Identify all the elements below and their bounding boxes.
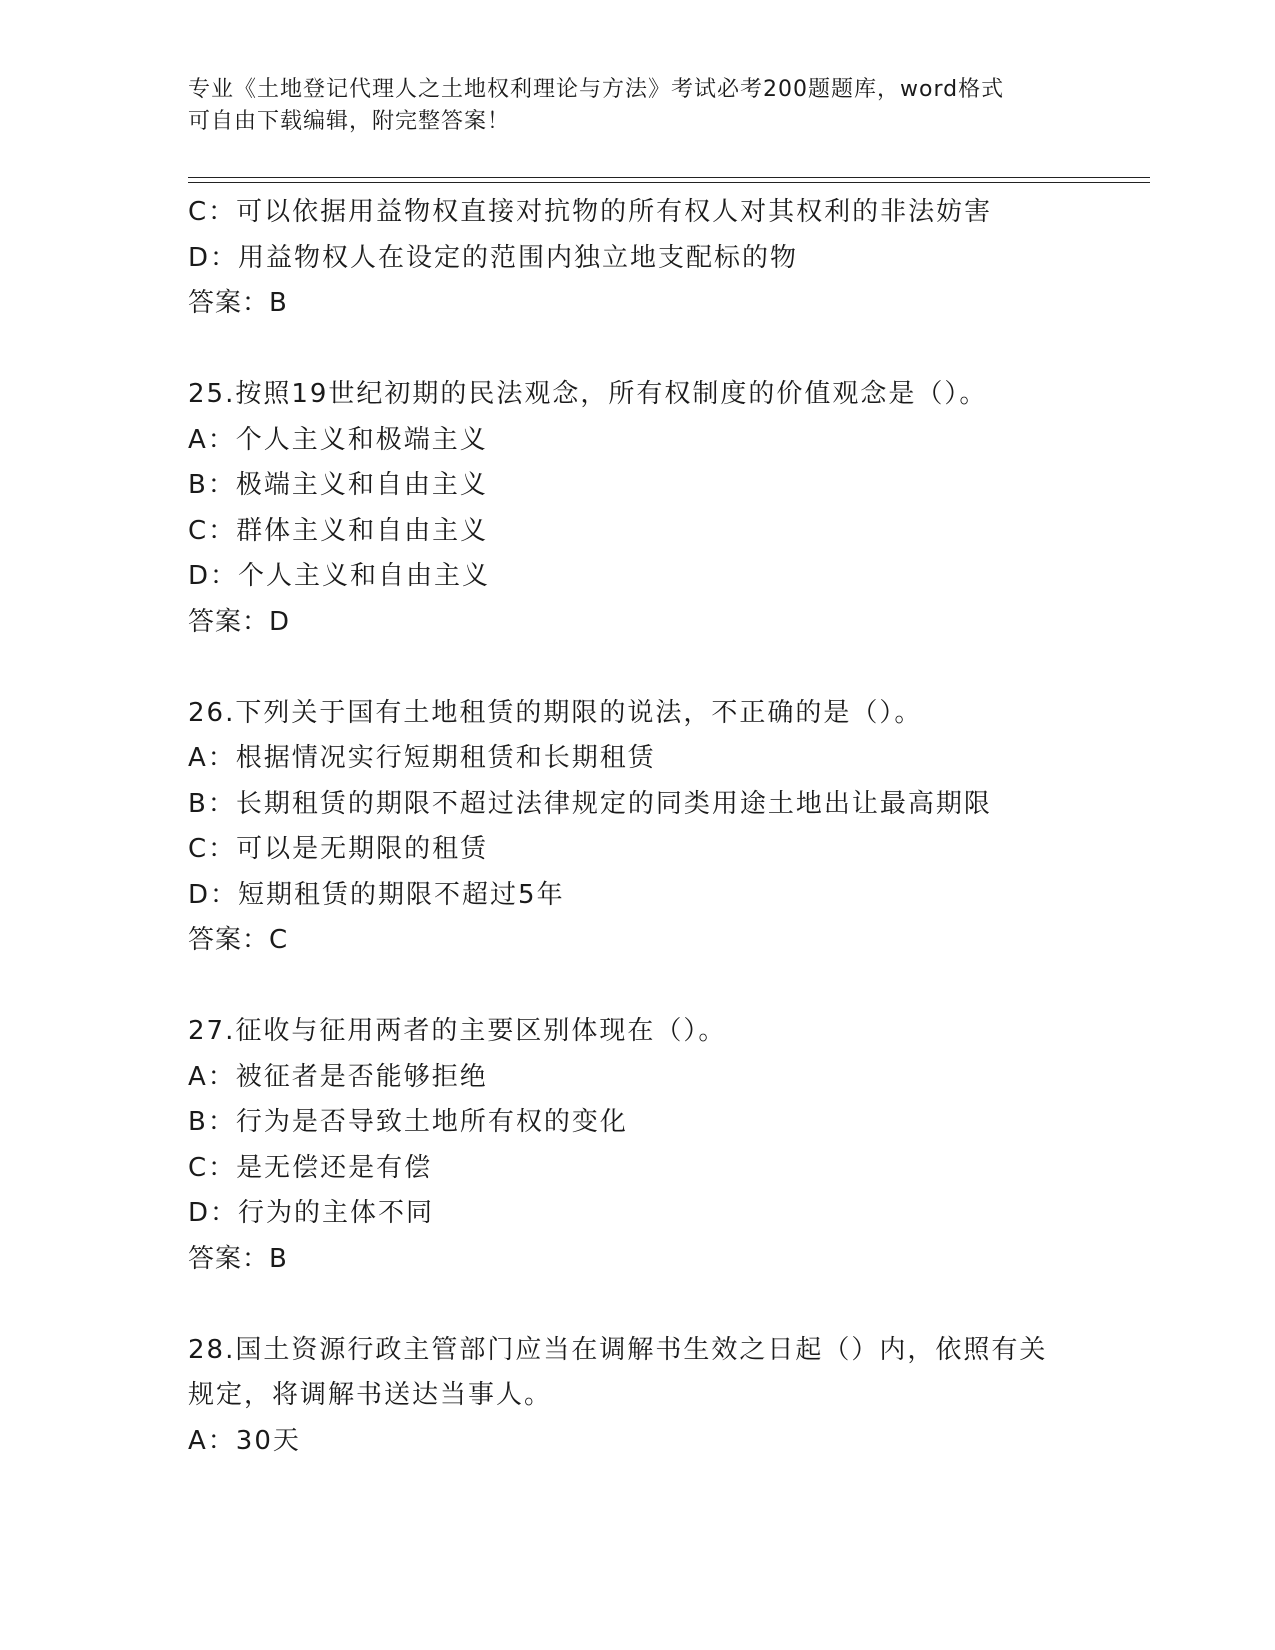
option-c: C：是无偿还是有偿: [188, 1152, 433, 1183]
option-c: C：可以是无期限的租赁: [188, 834, 489, 864]
option-b: B：长期租赁的期限不超过法律规定的同类用途土地出让最高期限: [188, 788, 992, 819]
question-block-27: [188, 1009, 1088, 1282]
option-c: C：群体主义和自由主义: [188, 515, 489, 546]
option-d: D：行为的主体不同: [188, 1198, 435, 1228]
answer: 答案：B: [188, 288, 288, 318]
question-block-26: [188, 691, 1088, 964]
header-title-line2: 可自由下载编辑，附完整答案！: [188, 109, 511, 134]
header-divider: [188, 177, 1150, 178]
answer: 答案：C: [188, 925, 289, 955]
answer: 答案：B: [188, 1243, 288, 1274]
option-a: A：被征者是否能够拒绝: [188, 1061, 488, 1092]
question-stem: 25.按照19世纪初期的民法观念，所有权制度的价值观念是（）。: [188, 379, 988, 409]
question-block-28: [188, 1328, 1088, 1465]
option-b: B：行为是否导致土地所有权的变化: [188, 1107, 628, 1137]
question-block-previous: [188, 190, 1088, 327]
page-header: [188, 74, 1088, 138]
option-d: D：用益物权人在设定的范围内独立地支配标的物: [188, 242, 799, 273]
question-stem-line1: 28.国土资源行政主管部门应当在调解书生效之日起（）内，依照有关: [188, 1334, 1048, 1365]
header-divider-second: [188, 182, 1150, 183]
answer: 答案：D: [188, 606, 291, 637]
question-stem: 27.征收与征用两者的主要区别体现在（）。: [188, 1016, 727, 1046]
option-a: A：个人主义和极端主义: [188, 424, 488, 455]
question-block-25: [188, 372, 1088, 645]
question-stem: 26.下列关于国有土地租赁的期限的说法，不正确的是（）。: [188, 697, 923, 728]
option-c: C：可以依据用益物权直接对抗物的所有权人对其权利的非法妨害: [188, 197, 993, 227]
header-title-line1: 专业《土地登记代理人之土地权利理论与方法》考试必考200题题库，word格式: [188, 77, 1005, 102]
option-a: A：根据情况实行短期租赁和长期租赁: [188, 743, 656, 773]
option-d: D：短期租赁的期限不超过5年: [188, 879, 565, 910]
question-list: [188, 190, 1088, 1464]
option-d: D：个人主义和自由主义: [188, 561, 491, 591]
question-stem-line2: 规定，将调解书送达当事人。: [188, 1380, 553, 1410]
option-a: A：30天: [188, 1425, 301, 1456]
option-b: B：极端主义和自由主义: [188, 470, 488, 500]
